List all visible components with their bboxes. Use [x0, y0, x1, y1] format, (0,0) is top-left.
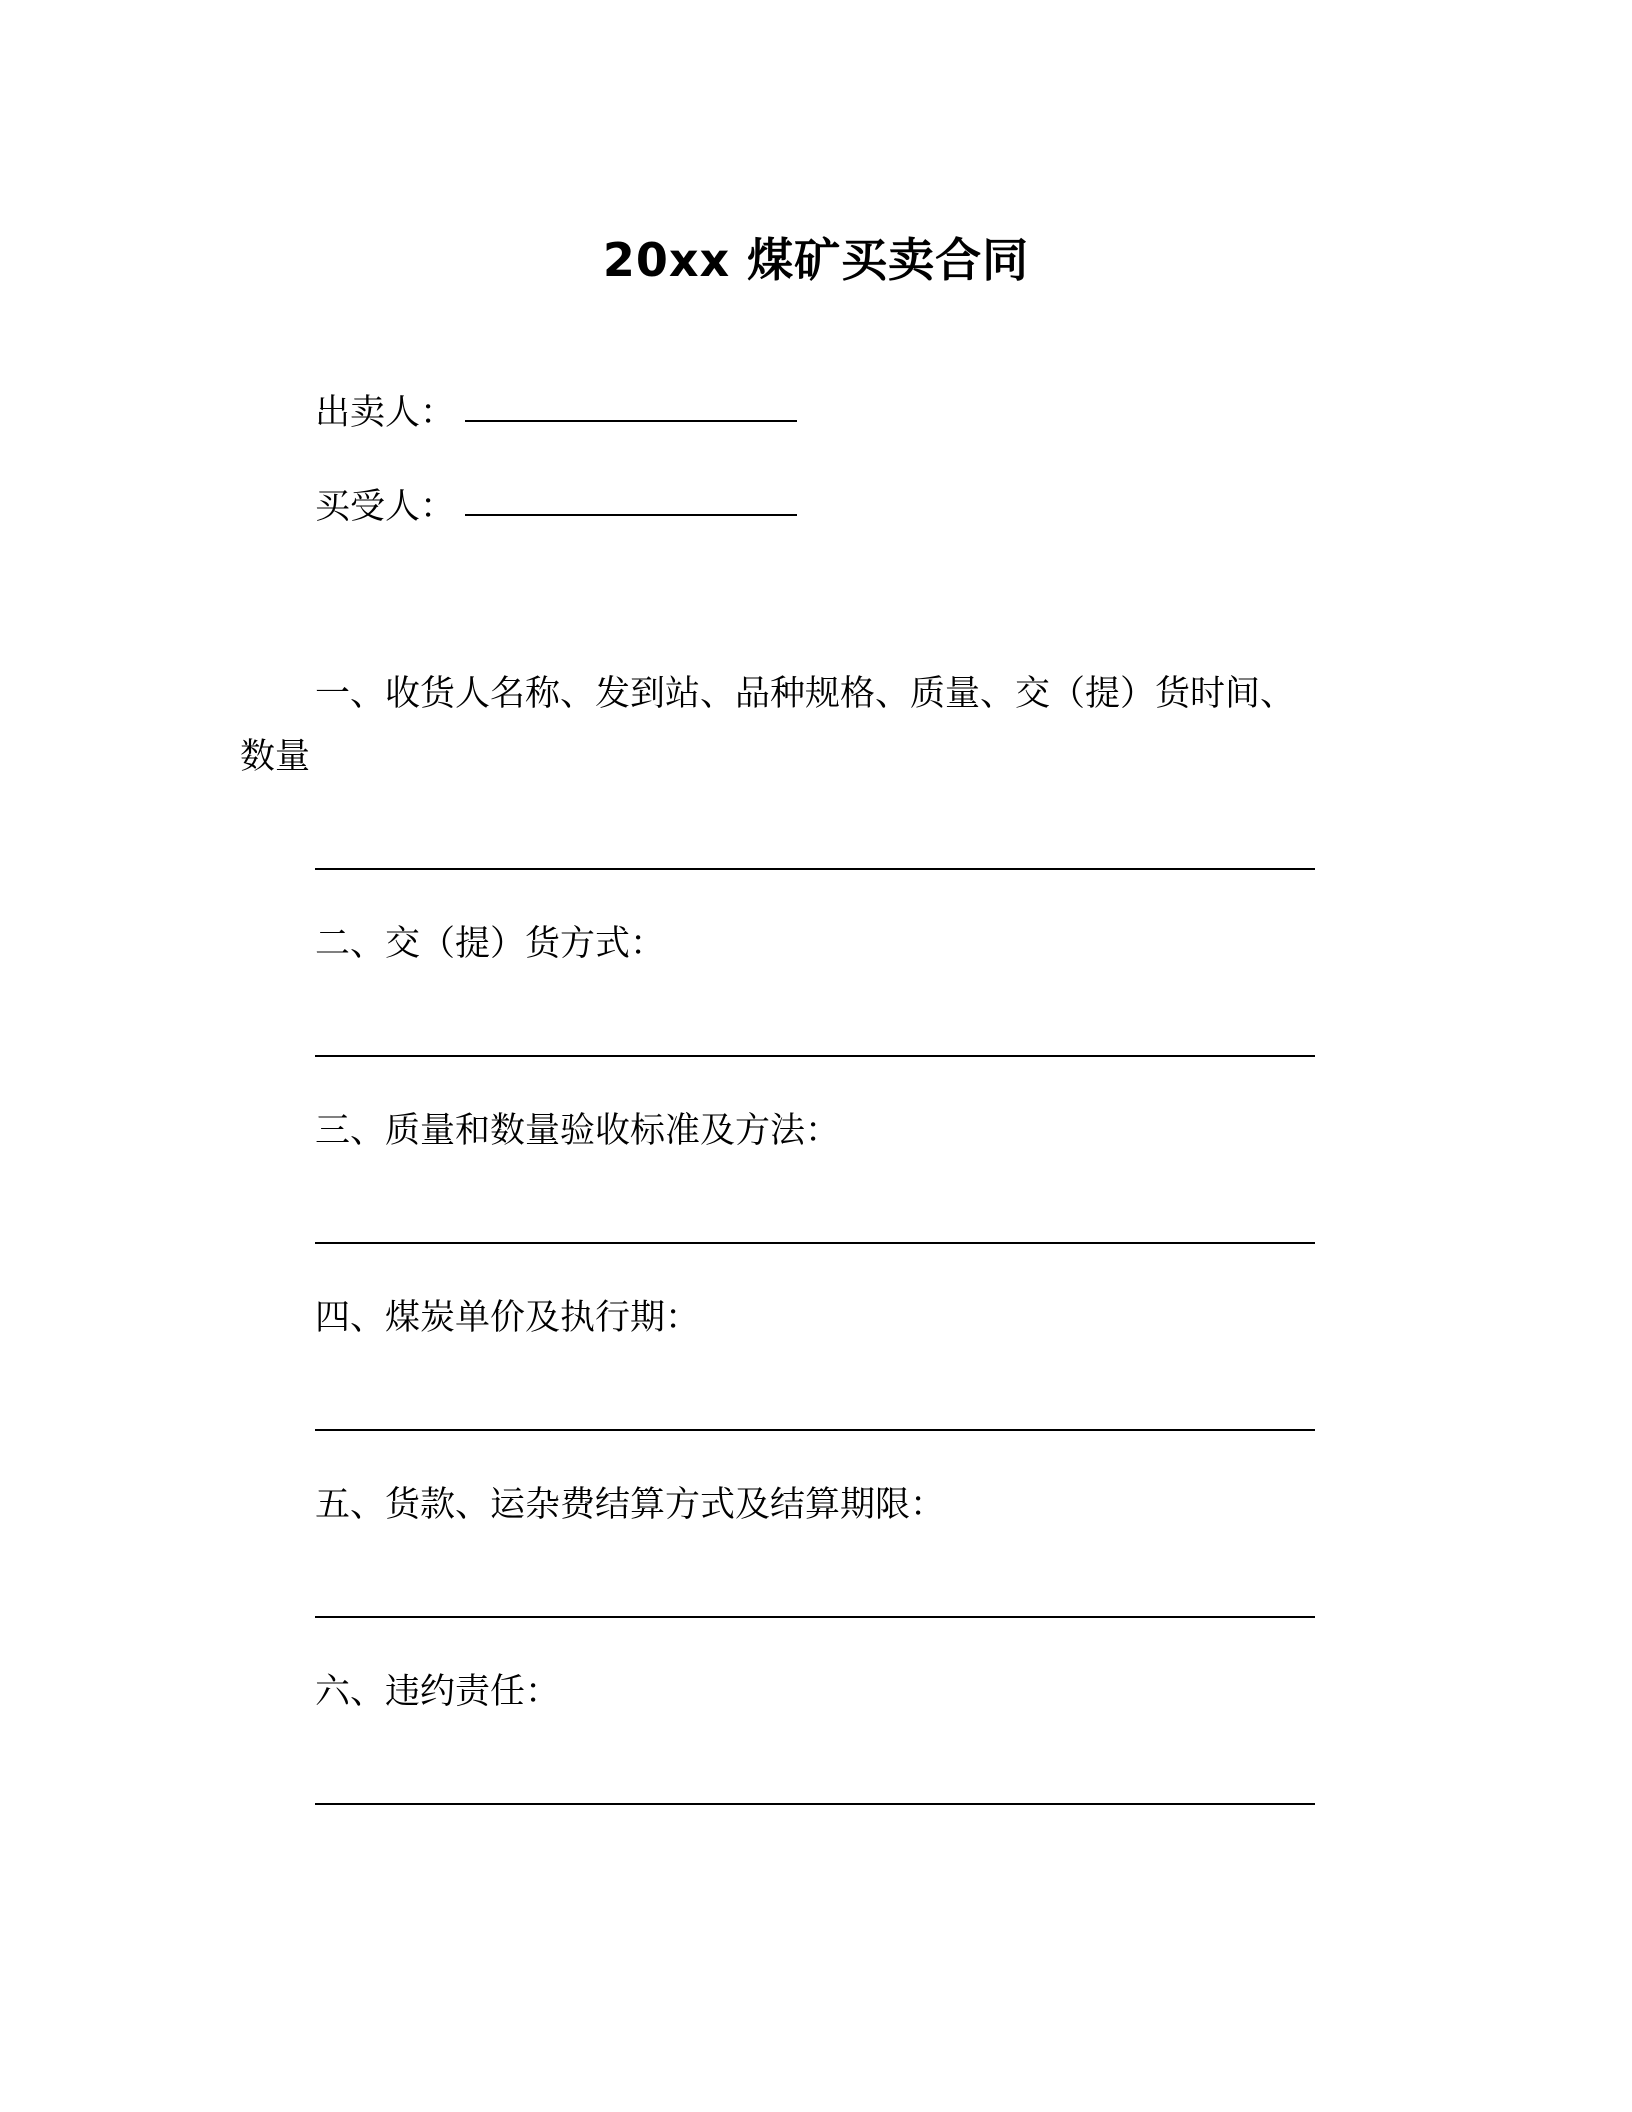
clause-3-heading: 三、质量和数量验收标准及方法：	[315, 1111, 841, 1151]
clause-2-blank-line[interactable]	[315, 1055, 1315, 1057]
clause-4-blank-line[interactable]	[315, 1429, 1315, 1431]
clause-5-heading: 五、货款、运杂费结算方式及结算期限：	[315, 1485, 946, 1525]
seller-field	[315, 385, 797, 435]
buyer-field	[315, 479, 797, 529]
clause-4-heading: 四、煤炭单价及执行期：	[315, 1298, 701, 1338]
clause-1-heading-continued: 数量	[240, 737, 311, 777]
clause-6-blank-line[interactable]	[315, 1803, 1315, 1805]
document-title: 20xx 煤矿买卖合同	[602, 233, 1030, 287]
clause-3-blank-line[interactable]	[315, 1242, 1315, 1244]
clause-5-blank-line[interactable]	[315, 1616, 1315, 1618]
buyer-label: 买受人：	[315, 487, 456, 527]
seller-label: 出卖人：	[315, 393, 456, 433]
seller-blank-line[interactable]	[465, 419, 797, 422]
clause-1-heading: 一、收货人名称、发到站、品种规格、质量、交（提）货时间、	[315, 674, 1296, 714]
clause-2-heading: 二、交（提）货方式：	[315, 924, 666, 964]
clause-6-heading: 六、违约责任：	[315, 1672, 561, 1712]
clause-1-blank-line[interactable]	[315, 868, 1315, 870]
buyer-blank-line[interactable]	[465, 513, 797, 516]
